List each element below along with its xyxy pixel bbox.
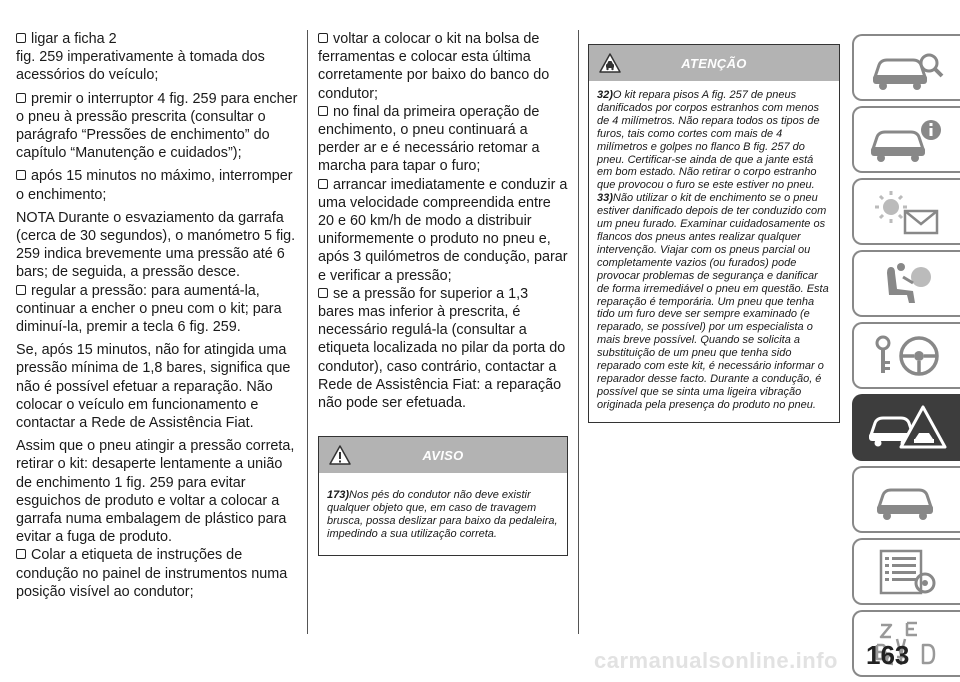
tab-technical-data[interactable] bbox=[852, 538, 960, 605]
column-divider bbox=[307, 30, 308, 634]
page-number: 163 bbox=[866, 640, 910, 670]
para-tomada: fig. 259 imperativamente à tomada dos acessórios do veículo; bbox=[16, 49, 265, 84]
tab-maintenance[interactable] bbox=[852, 466, 960, 533]
checkbox-bullet-icon bbox=[16, 93, 26, 103]
tab-car-info[interactable] bbox=[852, 106, 960, 173]
key-steering-wheel-icon bbox=[867, 331, 947, 381]
atencao-body bbox=[589, 81, 839, 422]
atencao-title: ATENÇÃO bbox=[681, 55, 747, 71]
para-nota: NOTA Durante o esvaziamento da garrafa (cerca de 30 segundos), o manómetro 5 fig. 259 indica brevemente uma pressão até 6 bars; de seguida, a pressão desce. bbox=[16, 209, 296, 281]
para-colar-etiqueta: Colar a etiqueta de instruções de condução no painel de instrumentos numa posição visível ao condutor; bbox=[16, 547, 288, 600]
airbag-seat-icon bbox=[867, 259, 947, 309]
tab-knowing-vehicle[interactable] bbox=[852, 34, 960, 101]
checkbox-bullet-icon bbox=[318, 179, 328, 189]
atencao-header bbox=[589, 45, 839, 81]
aviso-title: AVISO bbox=[422, 447, 464, 463]
para-se-apos-15: Se, após 15 minutos, não for atingida uma pressão mínima de 1,8 bares, significa que não é possível efetuar a reparação. Não colocar o veículo em funcionamento e contactar a Rede de Assistência Fiat. bbox=[16, 342, 291, 432]
chapter-tabs bbox=[852, 34, 960, 682]
aviso-body bbox=[319, 473, 567, 555]
warning-light-envelope-icon bbox=[867, 187, 947, 237]
para-pressao-superior: se a pressão for superior a 1,3 bares mas inferior à prescrita, é necessário regulá-la (consultar a etiqueta localizada no pilar da porta do condutor), caso contrário, contactar a Rede de Assistência Fiat: a reparação não pode ser efetuada. bbox=[318, 285, 566, 412]
para-assim-que: Assim que o pneu atingir a pressão correta, retirar o kit: desaperte lentamente a união de enchimento 1 fig. 259 para evitar esguichos de produto e voltar a colocar a garrafa numa embalagem de plástico para evitar a fuga de produto. bbox=[16, 438, 295, 546]
tab-starting-driving[interactable] bbox=[852, 322, 960, 389]
car-emergency-warning-icon bbox=[867, 403, 947, 453]
para-premir-interruptor: premir o interruptor 4 fig. 259 para encher o pneu à pressão prescrita (consultar o parágrafo “Pressões de enchimento” do capítulo “Manutenção e cuidados”); bbox=[16, 90, 298, 162]
tab-safety[interactable] bbox=[852, 250, 960, 317]
checkbox-bullet-icon bbox=[16, 285, 26, 295]
checkbox-bullet-icon bbox=[16, 549, 26, 559]
para-voltar-colocar-kit: voltar a colocar o kit na bolsa de ferramentas e colocar esta última corretamente por baixo do banco do condutor; bbox=[318, 31, 550, 102]
footer-watermark: carmanualsonline.info bbox=[594, 648, 838, 673]
column-middle bbox=[318, 30, 568, 556]
note-33: 33)Não utilizar o kit de enchimento se o pneu estiver danificado depois de ter conduzido com um pneu furado. Examinar cuidadosamente os flancos dos pneus antes realizar qualquer intervenção. Viajar com os pneus parcial ou completamente vazios (ou furados) pode provocar problemas de segurança e danificar de forma irremediável o pneu em questão. Esta reparação é temporária. Um pneu que tenha tido um furo deve ser sempre examinado (e reparado, se possível) por um especialista o mais breve possível. Quando se solicita a substituição de um pneu que tenha sido reparado com este kit, é necessário informar o reparador desse facto. Durante a condução, é possível que se sinta uma ligeira vibração originada pela presença do produto no pneu. bbox=[597, 192, 829, 411]
car-warning-triangle-icon bbox=[599, 53, 621, 73]
tab-emergency[interactable] bbox=[852, 394, 960, 461]
column-divider bbox=[578, 30, 579, 634]
para-ligar-ficha: ligar a ficha 2 fig. 259 imperativamente à tomada dos acessórios do veículo; bbox=[16, 30, 298, 85]
aviso-box bbox=[318, 436, 568, 556]
checkbox-bullet-icon bbox=[318, 33, 328, 43]
aviso-header bbox=[319, 437, 567, 473]
checkbox-bullet-icon bbox=[318, 288, 328, 298]
note-32: 32)O kit repara pisos A fig. 257 de pneus danificados por corpos estranhos com menos de 4 milímetros. Não repara todos os tipos de furos, tais como cortes com mais de 4 milímetros e golpes no flanco B fig. 257 do pneu. Certificar-se ainda de que a jante está em bom estado. Não retirar o corpo estranho que provocou o furo se este estiver no pneu. bbox=[597, 89, 820, 192]
column-right bbox=[588, 30, 840, 423]
column-left bbox=[16, 30, 298, 606]
car-info-icon bbox=[867, 115, 947, 165]
warning-triangle-icon bbox=[329, 445, 351, 465]
para-arrancar: arrancar imediatamente e conduzir a uma velocidade compreendida entre 20 e 60 km/h de modo a distribuir uniformemente o produto no pneu e, após 3 quilómetros de condução, parar e verificar a pressão; bbox=[318, 176, 568, 284]
car-maintenance-icon bbox=[867, 475, 947, 525]
para-apos-15-minutos: após 15 minutos no máximo, interromper o enchimento; bbox=[16, 168, 293, 203]
para-final-primeira-operacao: no final da primeira operação de enchimento, o pneu continuará a perder ar e é necessário retomar a marcha para tapar o furo; bbox=[318, 103, 540, 175]
checkbox-bullet-icon bbox=[318, 106, 328, 116]
technical-data-list-icon bbox=[867, 547, 947, 597]
para-regular-pressao: regular a pressão: para aumentá-la, continuar a encher o pneu com o kit; para diminuí-la, premir a tecla 6 fig. 259. bbox=[16, 282, 282, 336]
tab-warning-lights[interactable] bbox=[852, 178, 960, 245]
checkbox-bullet-icon bbox=[16, 170, 26, 180]
note-173: 173)Nos pés do condutor não deve existir qualquer objeto que, em caso de travagem brusca, possa deslizar para baixo da pedaleira, impedindo a sua utilização correta. bbox=[327, 489, 558, 540]
checkbox-bullet-icon bbox=[16, 33, 26, 43]
atencao-box bbox=[588, 44, 840, 423]
car-search-icon bbox=[867, 43, 947, 93]
